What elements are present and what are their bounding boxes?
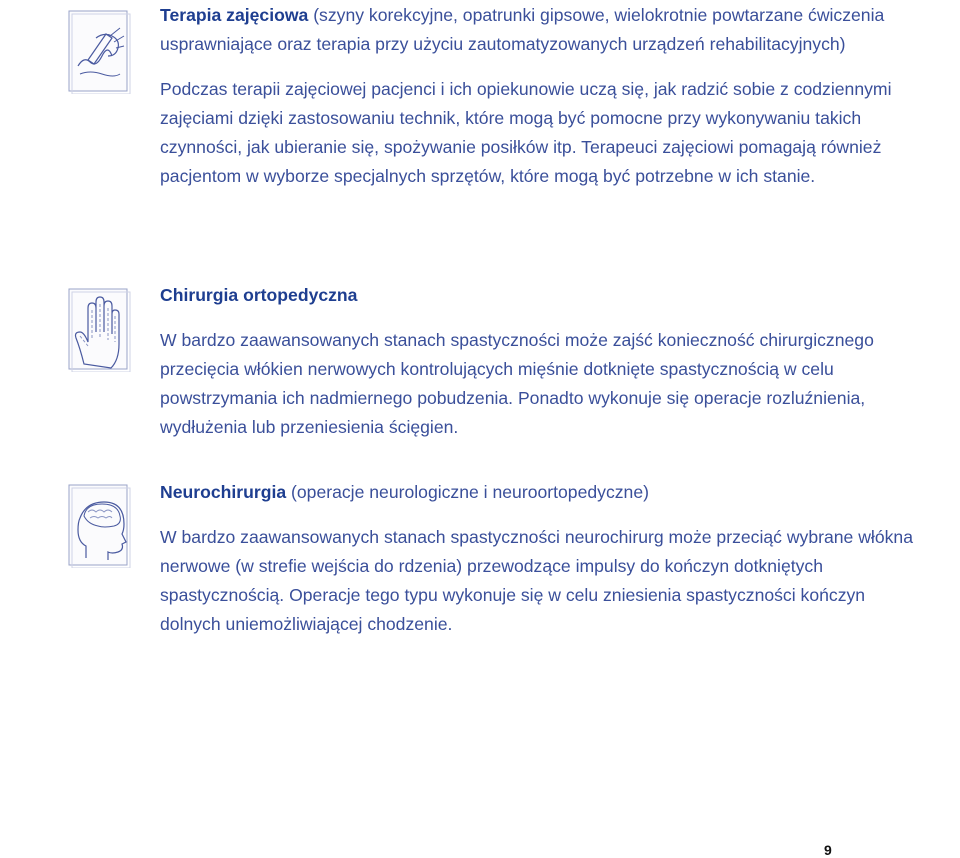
page-number: 9 xyxy=(824,842,832,858)
section-heading: Chirurgia ortopedyczna xyxy=(160,285,358,305)
handwriting-icon xyxy=(66,8,132,94)
section-heading-line xyxy=(160,281,920,310)
section-heading-line xyxy=(160,1,920,59)
section-text xyxy=(160,281,920,442)
section-heading-suffix: (szyny korekcyjne, opatrunki gipsowe, wielokrotnie powtarzane ćwiczenia usprawniające oraz terapia przy użyciu zautomatyzowanych urządzeń rehabilitacyjnych) xyxy=(160,5,885,54)
section-heading: Terapia zajęciowa xyxy=(160,5,309,25)
head-brain-icon xyxy=(66,482,132,568)
section-text xyxy=(160,478,920,639)
hand-xray-icon xyxy=(66,286,132,372)
section-text xyxy=(160,1,920,191)
section-body: Podczas terapii zajęciowej pacjenci i ich opiekunowie uczą się, jak radzić sobie z codziennymi zajęciami dzięki zastosowaniu technik, które mogą być pomocne przy wykonywaniu takich czynności, jak ubieranie się, spożywanie posiłków itp. Terapeuci zajęciowi pomagają również pacjentom w wyborze specjalnych sprzętów, które mogą być potrzebne w ich stanie. xyxy=(160,79,892,186)
section-body: W bardzo zaawansowanych stanach spastyczności neurochirurg może przeciąć wybrane włókna nerwowe (w strefie wejścia do rdzenia) przewodzące impulsy do kończyn dotkniętych spastycznością. Operacje tego typu wykonuje się w celu zniesienia spastyczności kończyn dolnych uniemożliwiającej chodzenie. xyxy=(160,527,913,634)
section-heading: Neurochirurgia xyxy=(160,482,287,502)
section-heading-suffix: (operacje neurologiczne i neuroortopedyczne) xyxy=(286,482,649,502)
section-body: W bardzo zaawansowanych stanach spastyczności może zajść konieczność chirurgicznego przecięcia włókien nerwowych kontrolujących mięśnie dotknięte spastycznością w celu powstrzymania ich nadmiernego pobudzenia. Ponadto wykonuje się operacje rozluźnienia, wydłużenia lub przeniesienia ścięgien. xyxy=(160,330,874,437)
section-heading-line xyxy=(160,478,920,507)
